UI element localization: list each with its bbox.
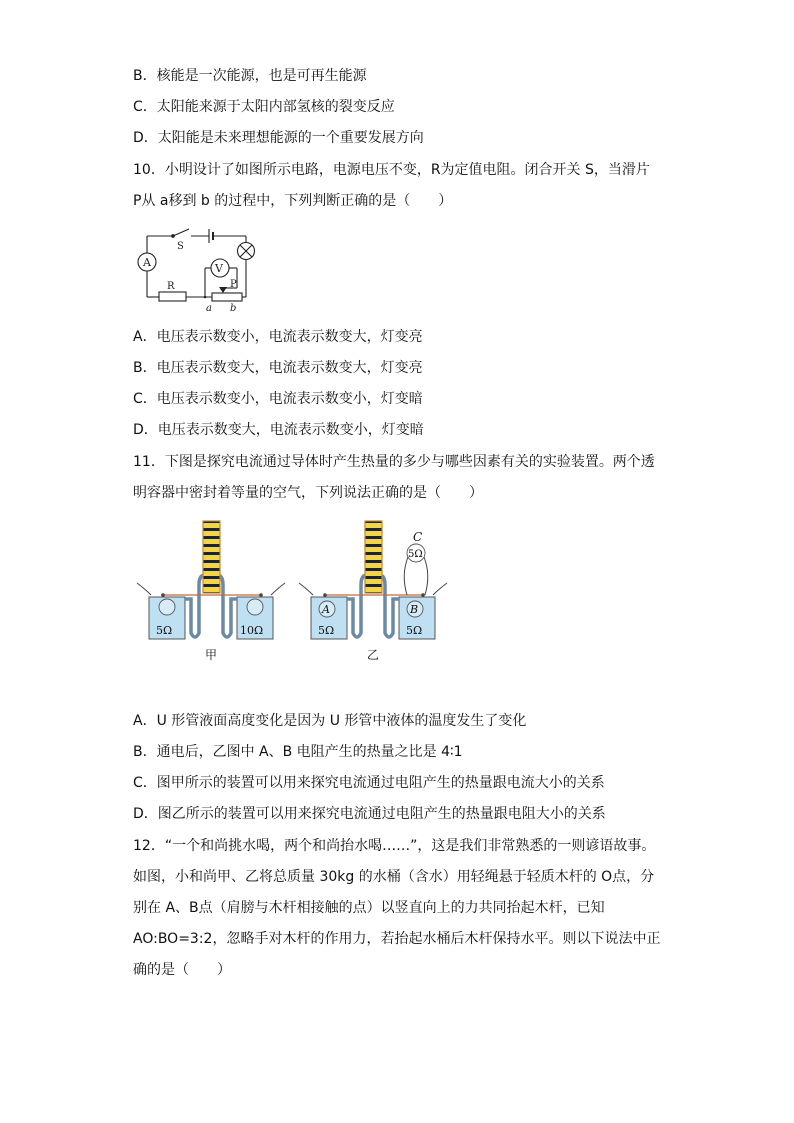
q10-slider-label: P [230,279,237,290]
q10-end-a-label: a [206,303,212,314]
q10-ammeter-label: A [143,256,151,269]
yi-caption: 乙 [367,648,380,662]
jia-left-resistance: 5Ω [156,624,173,637]
yi-resistor-a-label: A [322,603,330,616]
q10-option-d: D．电压表示数变大，电流表示数变小，灯变暗 [133,422,424,438]
q12-line1: 12．“一个和尚挑水喝，两个和尚抬水喝……”，这是我们非常熟悉的一则谚语故事。 [133,838,656,854]
q11-option-c: C．图甲所示的装置可以用来探究电流通过电阻产生的热量跟电流大小的关系 [133,775,605,791]
q9-option-c: C．太阳能来源于太阳内部氢核的裂变反应 [133,99,395,115]
q12-line2: 如图，小和尚甲、乙将总质量 30kg 的水桶（含水）用轻绳悬于轻质木杆的 O点，分 [133,869,655,885]
q11-option-b: B．通电后，乙图中 A、B 电阻产生的热量之比是 4∶1 [133,744,463,760]
q11-stem-line1: 11．下图是探究电流通过导体时产生热量的多少与哪些因素有关的实验装置。两个透 [133,454,655,470]
q11-apparatus-diagram [133,515,463,670]
q10-stem-line2: P从 a移到 b 的过程中，下列判断正确的是（ ） [133,193,453,209]
yi-resistor-c-label: C [413,530,423,544]
q10-end-b-label: b [230,303,237,314]
q12-line5: 确的是（ ） [133,962,231,978]
q9-option-d: D．太阳能是未来理想能源的一个重要发展方向 [133,130,424,146]
q12-line3: 别在 A、B点（肩膀与木杆相接触的点）以竖直向上的力共同抬起木杆，已知 [133,900,605,916]
yi-resistor-b-label: B [410,603,419,616]
q10-circuit-diagram [133,222,273,314]
jia-caption: 甲 [205,648,218,662]
q10-resistor-label: R [167,281,175,292]
q10-stem-line1: 10．小明设计了如图所示电路，电源电压不变，R为定值电阻。闭合开关 S，当滑片 [133,162,650,178]
jia-apparatus [137,521,285,639]
q11-option-a: A．U 形管液面高度变化是因为 U 形管中液体的温度发生了变化 [133,713,527,729]
q10-option-b: B．电压表示数变大，电流表示数变大，灯变亮 [133,360,423,376]
q10-switch-label: S [177,241,184,252]
q10-option-c: C．电压表示数变小，电流表示数变小，灯变暗 [133,391,423,407]
yi-right-resistance: 5Ω [406,624,423,637]
q10-voltmeter-label: V [215,262,223,275]
q9-option-b: B．核能是一次能源，也是可再生能源 [133,68,367,84]
q11-stem-line2: 明容器中密封着等量的空气，下列说法正确的是（ ） [133,485,483,501]
q12-line4: AO:BO=3:2，忽略手对木杆的作用力，若抬起水桶后木杆保持水平。则以下说法中正 [133,931,661,947]
yi-resistor-c-value: 5Ω [408,549,423,560]
yi-left-resistance: 5Ω [318,624,335,637]
jia-right-resistance: 10Ω [240,624,264,637]
yi-apparatus [299,521,447,639]
q11-option-d: D．图乙所示的装置可以用来探究电流通过电阻产生的热量跟电阻大小的关系 [133,806,606,822]
q10-option-a: A．电压表示数变小，电流表示数变大，灯变亮 [133,329,423,345]
